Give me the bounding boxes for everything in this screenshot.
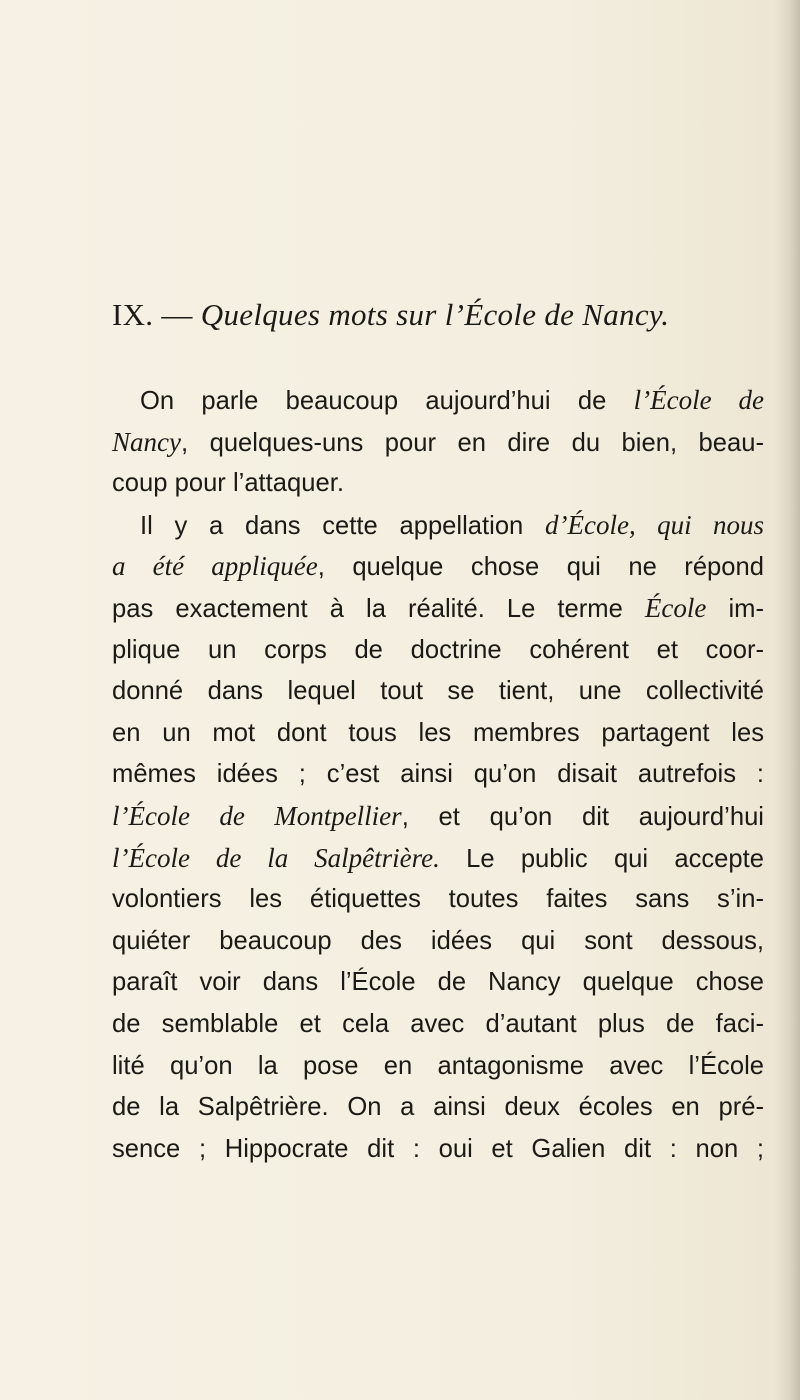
- body-text: [112, 380, 764, 1170]
- text-segment: volontiers les étiquettes toutes faites sans s’in-: [112, 885, 764, 914]
- text-line: [112, 671, 764, 713]
- text-line: [112, 463, 764, 505]
- text-line: [112, 1046, 764, 1088]
- text-segment: , quelque chose qui ne répond: [317, 553, 764, 582]
- text-segment: On parle beaucoup aujourd’hui de: [140, 387, 634, 415]
- text-segment: donné dans lequel tout se tient, une collectivité: [112, 677, 764, 706]
- text-segment: im-: [706, 594, 764, 623]
- text-segment: , et qu’on dit aujourd’hui: [401, 802, 764, 831]
- text-line: [112, 713, 764, 755]
- text-line: [112, 380, 764, 422]
- text-segment: de la Salpêtrière. On a ainsi deux écoles en pré-: [112, 1093, 764, 1122]
- text-segment: paraît voir dans l’École de Nancy quelque chose: [112, 968, 764, 997]
- text-line: [112, 879, 764, 921]
- text-segment: en un mot dont tous les membres partagent les: [112, 718, 764, 747]
- italic-text-segment: l’École de Montpellier: [112, 800, 402, 831]
- text-line: [112, 921, 764, 963]
- italic-text-segment: a été appliquée: [112, 551, 318, 582]
- text-line: [112, 1129, 764, 1171]
- text-line: [112, 505, 764, 547]
- text-segment: , quelques-uns pour en dire du bien, beau-: [180, 428, 764, 457]
- italic-text-segment: d’École, qui nous: [545, 509, 764, 540]
- italic-text-segment: l’École de la Salpêtrière.: [112, 842, 440, 873]
- text-segment: mêmes idées ; c’est ainsi qu’on disait autrefois :: [112, 760, 764, 789]
- text-segment: quiéter beaucoup des idées qui sont dessous,: [112, 926, 764, 955]
- text-segment: sence ; Hippocrate dit : oui et Galien dit : non ;: [112, 1134, 764, 1163]
- chapter-number: IX. —: [112, 297, 193, 332]
- italic-text-segment: Nancy: [112, 426, 181, 457]
- text-line: [112, 630, 764, 672]
- text-line: [112, 1087, 764, 1129]
- text-line: [112, 422, 764, 464]
- text-line: [112, 1004, 764, 1046]
- text-segment: Il y a dans cette appellation: [140, 511, 546, 540]
- text-line: [112, 546, 764, 588]
- text-segment: coup pour l’attaquer.: [112, 469, 344, 498]
- text-segment: de semblable et cela avec d’autant plus de faci-: [112, 1009, 764, 1038]
- text-line: [112, 796, 764, 838]
- page-edge-shadow: [774, 0, 800, 1400]
- italic-text-segment: l’École de: [633, 385, 764, 415]
- chapter-heading: [112, 295, 792, 335]
- text-segment: pas exactement à la réalité. Le terme: [112, 594, 645, 623]
- italic-text-segment: École: [644, 592, 707, 623]
- text-line: [112, 588, 764, 630]
- text-segment: plique un corps de doctrine cohérent et coor-: [112, 635, 764, 664]
- text-segment: lité qu’on la pose en antagonisme avec l’École: [112, 1051, 764, 1080]
- text-line: [112, 962, 764, 1004]
- chapter-title: Quelques mots sur l’École de Nancy.: [200, 297, 670, 332]
- text-segment: Le public qui accepte: [439, 844, 764, 873]
- text-line: [112, 754, 764, 796]
- text-line: [112, 838, 764, 880]
